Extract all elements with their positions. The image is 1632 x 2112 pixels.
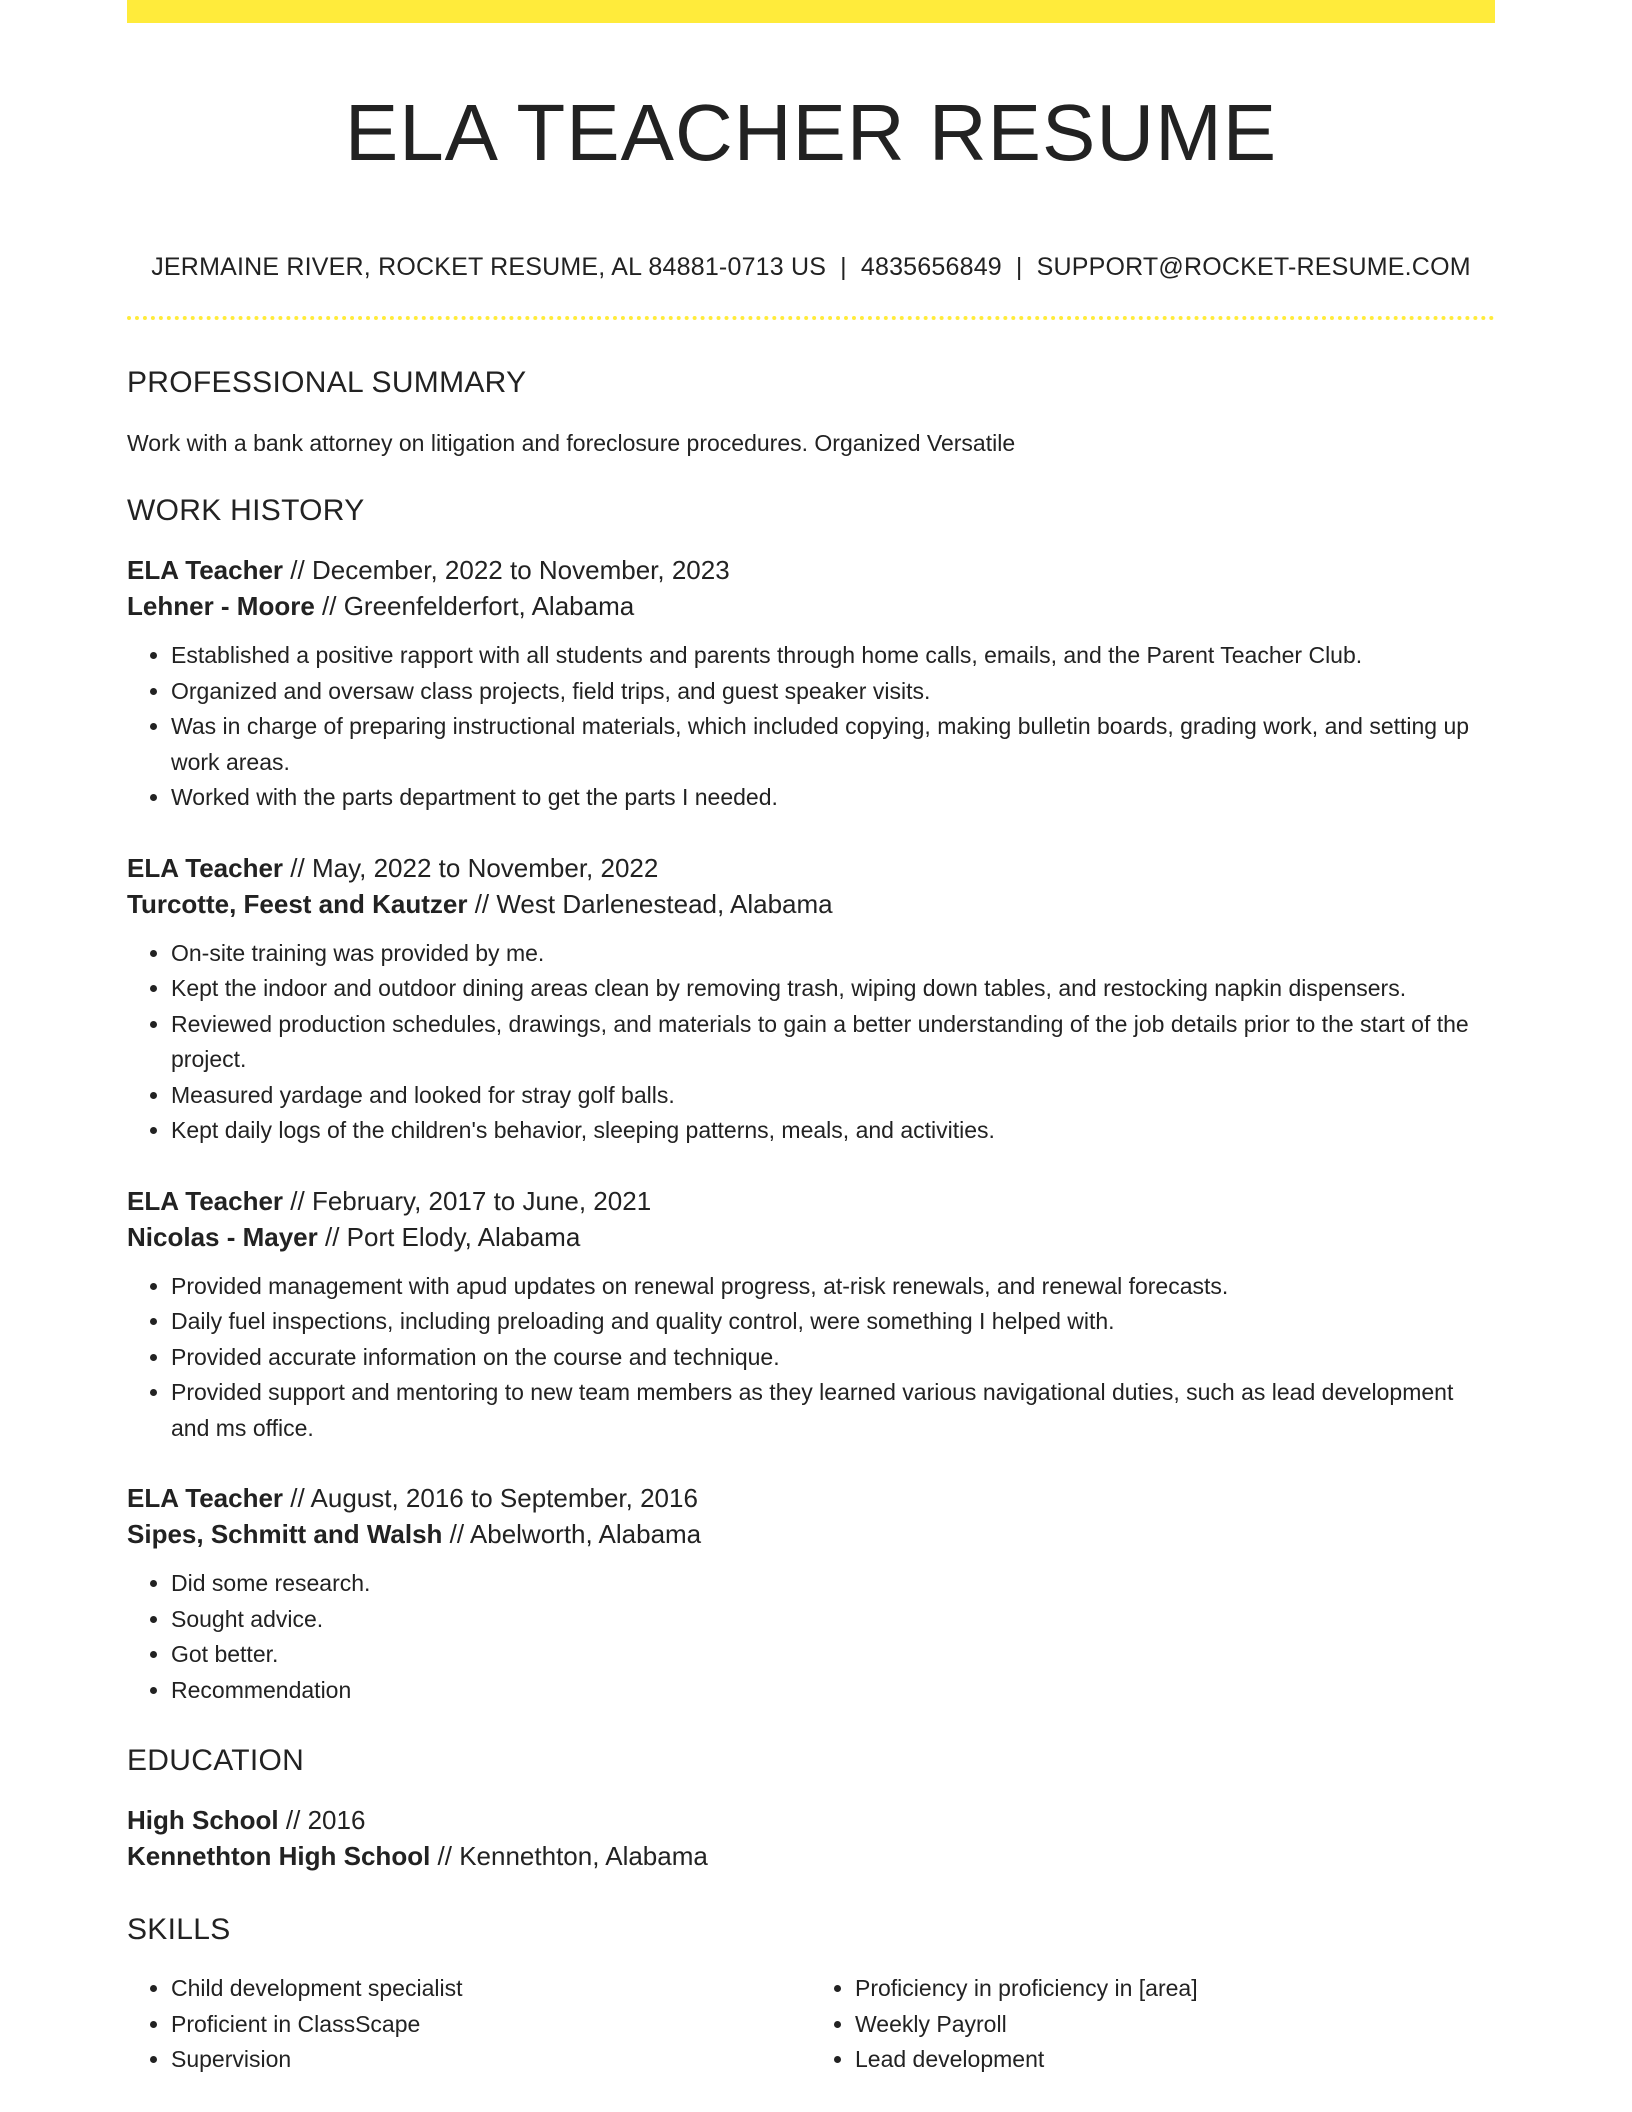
job-location: // West Darlenestead, Alabama	[467, 888, 833, 919]
job-title-line	[127, 552, 1495, 588]
contact-phone: 4835656849	[860, 253, 1002, 281]
job-title-line	[127, 1480, 1495, 1516]
contact-separator: |	[1015, 253, 1023, 281]
page-title: ELA TEACHER RESUME	[344, 88, 1278, 177]
job-company-line	[127, 886, 1495, 922]
job-company-line	[127, 1516, 1495, 1552]
education-school-line	[127, 1838, 1495, 1874]
job-duties	[127, 638, 1495, 816]
job-duties	[127, 1566, 1495, 1708]
job-company-line	[127, 1219, 1495, 1255]
job-entry	[127, 1480, 1495, 1708]
job-company-line	[127, 588, 1495, 624]
education-year: // 2016	[278, 1805, 366, 1835]
job-title: ELA Teacher	[127, 555, 284, 585]
list-item: • Kept daily logs of the children's behavior, sleeping patterns, meals, and activities.	[171, 1113, 1495, 1149]
job-duties	[127, 1269, 1495, 1447]
list-item: • Was in charge of preparing instructional materials, which included copying, making bulletin boards, grading work, and setting up work areas.	[171, 709, 1495, 780]
list-item: • Got better.	[171, 1637, 1495, 1673]
summary-heading: PROFESSIONAL SUMMARY	[127, 366, 527, 399]
list-item: • Measured yardage and looked for stray golf balls.	[171, 1078, 1495, 1114]
summary-text: Work with a bank attorney on litigation and foreclosure procedures. Organized Versatile	[127, 430, 1016, 456]
list-item: • Daily fuel inspections, including preloading and quality control, were something I helped with.	[171, 1304, 1495, 1340]
job-company: Turcotte, Feest and Kautzer	[127, 888, 468, 919]
job-company: Nicolas - Mayer	[127, 1221, 318, 1252]
list-item: • Did some research.	[171, 1566, 1495, 1602]
accent-bar	[127, 0, 1495, 23]
list-item: • On-site training was provided by me.	[171, 936, 1495, 972]
list-item: • Child development specialist	[171, 1971, 811, 2007]
contact-address: JERMAINE RIVER, ROCKET RESUME, AL 84881-0713 US	[151, 253, 827, 281]
list-item: • Supervision	[171, 2042, 811, 2078]
job-title-line	[127, 850, 1495, 886]
list-item: • Weekly Payroll	[855, 2007, 1495, 2043]
contact-separator: |	[840, 253, 847, 281]
job-title: ELA Teacher	[127, 1483, 284, 1513]
education-degree-line	[127, 1802, 1495, 1838]
job-entry	[127, 850, 1495, 1149]
job-dates: // February, 2017 to June, 2021	[283, 1185, 652, 1216]
list-item: • Proficient in ClassScape	[171, 2007, 811, 2043]
job-dates: // August, 2016 to September, 2016	[283, 1483, 698, 1513]
job-dates: // May, 2022 to November, 2022	[283, 852, 659, 883]
skills-column-left	[127, 1971, 811, 2078]
job-duties	[127, 936, 1495, 1149]
job-location: // Abelworth, Alabama	[442, 1519, 702, 1549]
job-location: // Port Elody, Alabama	[317, 1221, 581, 1252]
dotted-divider	[127, 316, 1495, 320]
job-entry	[127, 552, 1495, 816]
list-item: • Proficiency in proficiency in [area]	[855, 1971, 1495, 2007]
education-location: // Kennethton, Alabama	[430, 1841, 708, 1871]
contact-email: SUPPORT@ROCKET-RESUME.COM	[1036, 253, 1471, 281]
list-item: • Sought advice.	[171, 1602, 1495, 1638]
skills-column-right	[811, 1971, 1495, 2078]
job-title-line	[127, 1183, 1495, 1219]
contact-line	[127, 251, 1495, 283]
list-item: • Kept the indoor and outdoor dining areas clean by removing trash, wiping down tables, and restocking napkin dispensers.	[171, 971, 1495, 1007]
list-item: • Worked with the parts department to get the parts I needed.	[171, 780, 1495, 816]
education-school: Kennethton High School	[127, 1841, 431, 1871]
list-item: • Recommendation	[171, 1673, 1495, 1709]
work-history-heading: WORK HISTORY	[127, 494, 365, 527]
list-item: • Lead development	[855, 2042, 1495, 2078]
resume-page	[127, 0, 1495, 2078]
skills-list	[127, 1971, 1495, 2078]
list-item: • Reviewed production schedules, drawings, and materials to gain a better understanding of the job details prior to the start of the project.	[171, 1007, 1495, 1078]
job-company: Lehner - Moore	[127, 591, 315, 621]
job-title: ELA Teacher	[127, 1185, 284, 1216]
list-item: • Organized and oversaw class projects, field trips, and guest speaker visits.	[171, 674, 1495, 710]
list-item: • Established a positive rapport with all students and parents through home calls, emails, and the Parent Teacher Club.	[171, 638, 1495, 674]
skills-heading: SKILLS	[127, 1913, 231, 1946]
job-entry	[127, 1183, 1495, 1447]
list-item: • Provided support and mentoring to new team members as they learned various navigational duties, such as lead development and ms office.	[171, 1375, 1495, 1446]
list-item: • Provided accurate information on the course and technique.	[171, 1340, 1495, 1376]
list-item: • Provided management with apud updates on renewal progress, at-risk renewals, and renewal forecasts.	[171, 1269, 1495, 1305]
job-title: ELA Teacher	[127, 852, 284, 883]
education-entry	[127, 1802, 1495, 1874]
job-company: Sipes, Schmitt and Walsh	[127, 1519, 443, 1549]
job-location: // Greenfelderfort, Alabama	[314, 591, 635, 621]
education-heading: EDUCATION	[127, 1744, 305, 1777]
education-degree: High School	[127, 1805, 279, 1835]
job-dates: // December, 2022 to November, 2023	[283, 555, 730, 585]
